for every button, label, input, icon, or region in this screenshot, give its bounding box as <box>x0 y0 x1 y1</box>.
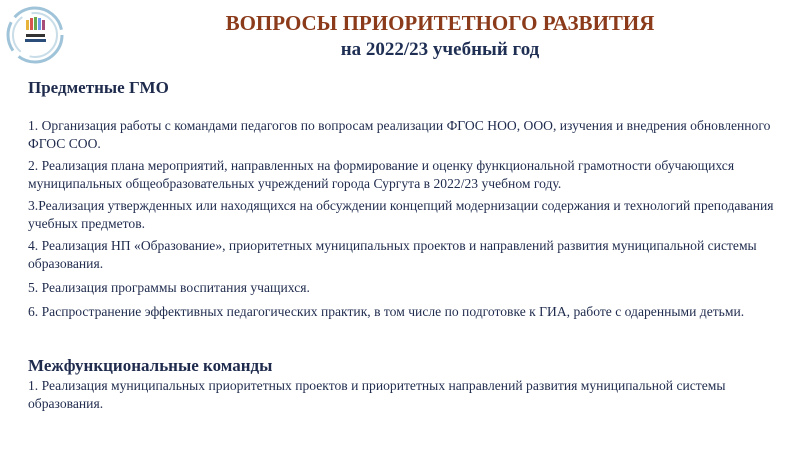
list-item: 6. Распространение эффективных педагогических практик, в том числе по подготовке к ГИА, работе с одаренными детьми. <box>28 304 745 319</box>
list-item: 4. Реализация НП «Образование», приоритетных муниципальных проектов и направлений развития муниципальной системы образования. <box>28 238 757 271</box>
logo-icon <box>4 4 66 66</box>
section-heading-cross-functional-teams: Межфункциональные команды <box>28 356 273 375</box>
list-item: 3.Реализация утвержденных или находящихся на обсуждении концепций модернизации содержания и технологий преподавания учебных предметов. <box>28 198 774 231</box>
list-item: 5. Реализация программы воспитания учащихся. <box>28 280 310 295</box>
list-item: 1. Реализация муниципальных приоритетных проектов и приоритетных направлений развития муниципальной системы образования. <box>28 378 726 411</box>
education-department-logo <box>4 4 66 66</box>
page-subtitle: на 2022/23 учебный год <box>340 39 540 60</box>
list-item: 1. Организация работы с командами педагогов по вопросам реализации ФГОС НОО, ООО, изучения и внедрения обновленного ФГОС СОО. <box>28 118 771 151</box>
page-title: ВОПРОСЫ ПРИОРИТЕТНОГО РАЗВИТИЯ <box>225 11 655 35</box>
list-item: 2. Реализация плана мероприятий, направленных на формирование и оценку функциональной грамотности обучающихся муниципальных общеобразовательных учреждений города Сургута в 2022/23 учебном году. <box>28 158 735 191</box>
section-heading-subject-gmo: Предметные ГМО <box>28 78 169 97</box>
